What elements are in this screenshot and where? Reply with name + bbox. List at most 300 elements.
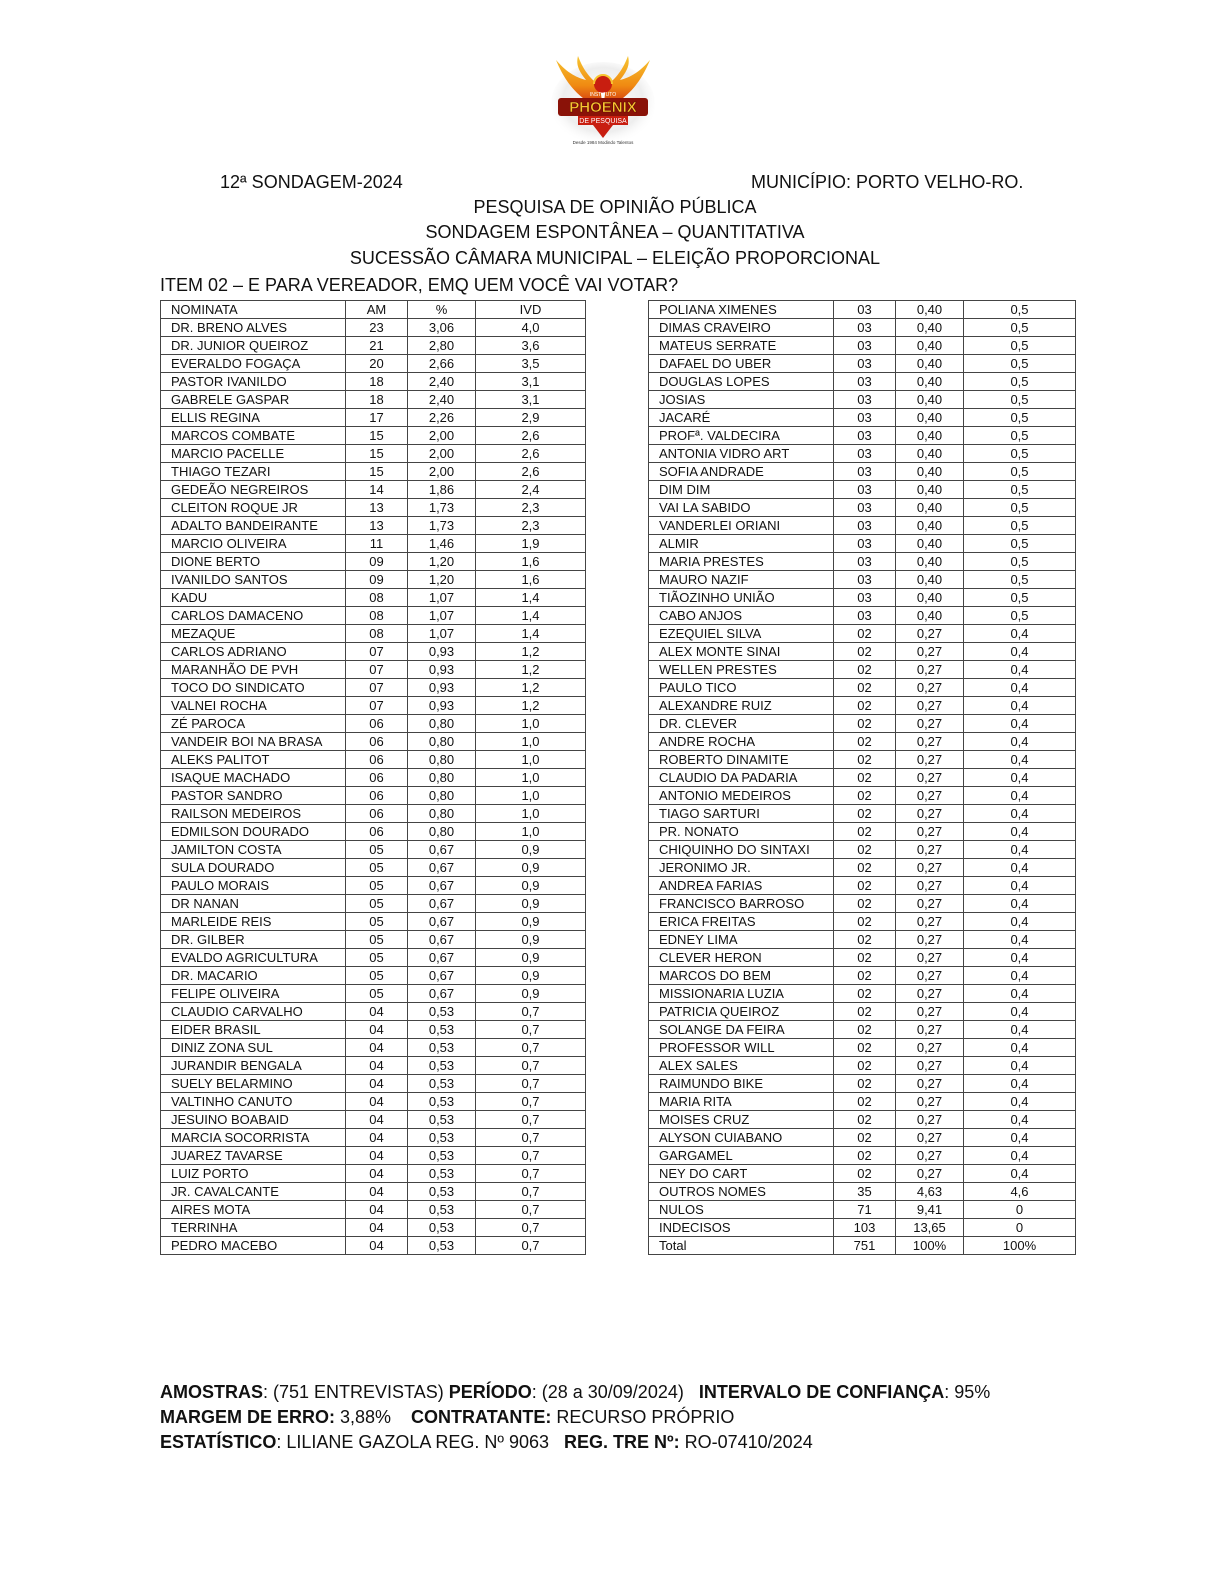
table-row xyxy=(161,607,586,625)
ivd-cell: 0,9 xyxy=(476,985,586,1003)
percent-cell: 2,40 xyxy=(408,391,476,409)
table-row xyxy=(649,1201,1076,1219)
name-cell: PASTOR SANDRO xyxy=(161,787,346,805)
percent-cell: 0,67 xyxy=(408,913,476,931)
question-text: ITEM 02 – E PARA VEREADOR, EMQ UEM VOCÊ VAI VOTAR? xyxy=(160,275,679,295)
table-row xyxy=(649,1237,1076,1255)
name-cell: MARIA RITA xyxy=(649,1093,834,1111)
name-cell: PEDRO MACEBO xyxy=(161,1237,346,1255)
intervalo-label: INTERVALO DE CONFIANÇA xyxy=(698,1382,945,1402)
am-cell: 103 xyxy=(834,1219,896,1237)
table-row xyxy=(161,805,586,823)
percent-cell: 0,40 xyxy=(896,337,964,355)
table-row xyxy=(161,1093,586,1111)
table-row xyxy=(161,499,586,517)
ivd-cell: 0,5 xyxy=(964,391,1076,409)
am-cell: 07 xyxy=(346,679,408,697)
name-cell: TOCO DO SINDICATO xyxy=(161,679,346,697)
percent-cell: 0,40 xyxy=(896,535,964,553)
ivd-cell: 0,4 xyxy=(964,625,1076,643)
name-cell: DIM DIM xyxy=(649,481,834,499)
am-cell: 03 xyxy=(834,553,896,571)
table-row xyxy=(161,427,586,445)
table-row xyxy=(161,1057,586,1075)
ivd-cell: 3,1 xyxy=(476,391,586,409)
ivd-cell: 0,7 xyxy=(476,1057,586,1075)
name-cell: Total xyxy=(649,1237,834,1255)
ivd-cell: 3,1 xyxy=(476,373,586,391)
name-cell: FELIPE OLIVEIRA xyxy=(161,985,346,1003)
ivd-cell: 1,0 xyxy=(476,805,586,823)
am-cell: 02 xyxy=(834,805,896,823)
am-cell: 02 xyxy=(834,661,896,679)
percent-cell: 0,27 xyxy=(896,949,964,967)
ivd-cell: 1,6 xyxy=(476,553,586,571)
table-row xyxy=(649,697,1076,715)
am-cell: 06 xyxy=(346,823,408,841)
table-row xyxy=(649,805,1076,823)
am-cell: 04 xyxy=(346,1237,408,1255)
name-cell: VALTINHO CANUTO xyxy=(161,1093,346,1111)
name-cell: SOFIA ANDRADE xyxy=(649,463,834,481)
ivd-cell: 0,4 xyxy=(964,877,1076,895)
name-cell: ALEKS PALITOT xyxy=(161,751,346,769)
table-row xyxy=(649,355,1076,373)
ivd-cell: 0,9 xyxy=(476,949,586,967)
ivd-cell: 0,4 xyxy=(964,841,1076,859)
amostras-label: AMOSTRAS xyxy=(160,1382,263,1402)
ivd-cell: 0,5 xyxy=(964,409,1076,427)
percent-cell: 0,40 xyxy=(896,571,964,589)
percent-cell: 2,26 xyxy=(408,409,476,427)
table-row xyxy=(649,1093,1076,1111)
name-cell: DR. BRENO ALVES xyxy=(161,319,346,337)
name-cell: ZÉ PAROCA xyxy=(161,715,346,733)
am-cell: 03 xyxy=(834,301,896,319)
percent-cell: 0,27 xyxy=(896,769,964,787)
name-cell: MATEUS SERRATE xyxy=(649,337,834,355)
svg-text:DE PESQUISA: DE PESQUISA xyxy=(579,118,627,125)
name-cell: DR NANAN xyxy=(161,895,346,913)
am-cell: 03 xyxy=(834,319,896,337)
results-table-left xyxy=(160,300,586,1255)
table-row xyxy=(649,733,1076,751)
table-row xyxy=(161,1183,586,1201)
table-row xyxy=(161,553,586,571)
am-cell: 09 xyxy=(346,571,408,589)
percent-cell: 0,67 xyxy=(408,877,476,895)
name-cell: MISSIONARIA LUZIA xyxy=(649,985,834,1003)
ivd-cell: 1,0 xyxy=(476,769,586,787)
name-cell: DOUGLAS LOPES xyxy=(649,373,834,391)
ivd-cell: 4,0 xyxy=(476,319,586,337)
name-cell: JERONIMO JR. xyxy=(649,859,834,877)
name-cell: ANTONIA VIDRO ART xyxy=(649,445,834,463)
percent-cell: 0,27 xyxy=(896,823,964,841)
percent-cell: 0,67 xyxy=(408,949,476,967)
ivd-cell: 0,9 xyxy=(476,931,586,949)
am-cell: 21 xyxy=(346,337,408,355)
ivd-cell: IVD xyxy=(476,301,586,319)
ivd-cell: 0,9 xyxy=(476,859,586,877)
name-cell: AIRES MOTA xyxy=(161,1201,346,1219)
percent-cell: 0,27 xyxy=(896,895,964,913)
margem-label: MARGEM DE ERRO: xyxy=(160,1407,335,1427)
am-cell: 02 xyxy=(834,625,896,643)
ivd-cell: 0,4 xyxy=(964,1021,1076,1039)
ivd-cell: 0,7 xyxy=(476,1147,586,1165)
ivd-cell: 0,5 xyxy=(964,571,1076,589)
table-row xyxy=(649,769,1076,787)
ivd-cell: 0,4 xyxy=(964,1003,1076,1021)
am-cell: 18 xyxy=(346,391,408,409)
ivd-cell: 0,4 xyxy=(964,769,1076,787)
footer-line-3 xyxy=(160,1432,813,1453)
percent-cell: 0,27 xyxy=(896,1075,964,1093)
ivd-cell: 0,4 xyxy=(964,661,1076,679)
table-row xyxy=(649,463,1076,481)
percent-cell: 2,00 xyxy=(408,463,476,481)
percent-cell: 0,80 xyxy=(408,715,476,733)
name-cell: ANDRE ROCHA xyxy=(649,733,834,751)
am-cell: 02 xyxy=(834,769,896,787)
table-row xyxy=(161,787,586,805)
name-cell: ALYSON CUIABANO xyxy=(649,1129,834,1147)
ivd-cell: 0,4 xyxy=(964,1075,1076,1093)
table-row xyxy=(161,589,586,607)
percent-cell: 0,27 xyxy=(896,1021,964,1039)
title-line-3: SUCESSÃO CÂMARA MUNICIPAL – ELEIÇÃO PROPORCIONAL xyxy=(349,248,881,268)
percent-cell: 0,53 xyxy=(408,1165,476,1183)
name-cell: ISAQUE MACHADO xyxy=(161,769,346,787)
name-cell: CABO ANJOS xyxy=(649,607,834,625)
percent-cell: 0,67 xyxy=(408,841,476,859)
svg-text:Desde 1984 Modindo Talentos: Desde 1984 Modindo Talentos xyxy=(572,140,634,145)
name-cell: DR. CLEVER xyxy=(649,715,834,733)
name-cell: CLEITON ROQUE JR xyxy=(161,499,346,517)
am-cell: 02 xyxy=(834,643,896,661)
table-row xyxy=(649,589,1076,607)
percent-cell: 0,53 xyxy=(408,1201,476,1219)
name-cell: CLEVER HERON xyxy=(649,949,834,967)
svg-text:INSTITUTO: INSTITUTO xyxy=(589,92,617,98)
ivd-cell: 2,3 xyxy=(476,517,586,535)
table-row xyxy=(161,679,586,697)
regtre-label: REG. TRE Nº: xyxy=(564,1432,680,1452)
title-line-1: PESQUISA DE OPINIÃO PÚBLICA xyxy=(473,197,757,217)
name-cell: FRANCISCO BARROSO xyxy=(649,895,834,913)
ivd-cell: 0,7 xyxy=(476,1183,586,1201)
ivd-cell: 0,4 xyxy=(964,1147,1076,1165)
name-cell: CLAUDIO CARVALHO xyxy=(161,1003,346,1021)
table-row xyxy=(161,985,586,1003)
table-row xyxy=(649,1129,1076,1147)
name-cell: LUIZ PORTO xyxy=(161,1165,346,1183)
name-cell: CLAUDIO DA PADARIA xyxy=(649,769,834,787)
am-cell: 05 xyxy=(346,895,408,913)
am-cell: 02 xyxy=(834,823,896,841)
percent-cell: 0,53 xyxy=(408,1075,476,1093)
name-cell: PROFESSOR WILL xyxy=(649,1039,834,1057)
ivd-cell: 1,0 xyxy=(476,787,586,805)
am-cell: 07 xyxy=(346,661,408,679)
am-cell: 02 xyxy=(834,967,896,985)
name-cell: ERICA FREITAS xyxy=(649,913,834,931)
name-cell: CARLOS ADRIANO xyxy=(161,643,346,661)
name-cell: MARCIA SOCORRISTA xyxy=(161,1129,346,1147)
am-cell: 35 xyxy=(834,1183,896,1201)
am-cell: 04 xyxy=(346,1183,408,1201)
am-cell: 02 xyxy=(834,733,896,751)
am-cell: 02 xyxy=(834,1075,896,1093)
am-cell: 04 xyxy=(346,1039,408,1057)
table-row xyxy=(649,679,1076,697)
ivd-cell: 1,0 xyxy=(476,715,586,733)
percent-cell: 0,93 xyxy=(408,679,476,697)
name-cell: VANDERLEI ORIANI xyxy=(649,517,834,535)
percent-cell: 0,53 xyxy=(408,1183,476,1201)
am-cell: 02 xyxy=(834,1057,896,1075)
ivd-cell: 0,7 xyxy=(476,1165,586,1183)
percent-cell: 0,67 xyxy=(408,967,476,985)
table-row xyxy=(649,1165,1076,1183)
percent-cell: 1,20 xyxy=(408,553,476,571)
ivd-cell: 0,4 xyxy=(964,733,1076,751)
table-row xyxy=(161,949,586,967)
ivd-cell: 0,5 xyxy=(964,517,1076,535)
ivd-cell: 0,5 xyxy=(964,301,1076,319)
am-cell: 06 xyxy=(346,769,408,787)
percent-cell: 0,27 xyxy=(896,679,964,697)
ivd-cell: 0,7 xyxy=(476,1129,586,1147)
table-row xyxy=(161,859,586,877)
name-cell: POLIANA XIMENES xyxy=(649,301,834,319)
name-cell: ELLIS REGINA xyxy=(161,409,346,427)
am-cell: 04 xyxy=(346,1147,408,1165)
ivd-cell: 0,7 xyxy=(476,1111,586,1129)
am-cell: 03 xyxy=(834,589,896,607)
table-row xyxy=(649,427,1076,445)
ivd-cell: 0,9 xyxy=(476,841,586,859)
am-cell: 06 xyxy=(346,787,408,805)
name-cell: NEY DO CART xyxy=(649,1165,834,1183)
am-cell: 02 xyxy=(834,1093,896,1111)
name-cell: TIÃOZINHO UNIÃO xyxy=(649,589,834,607)
percent-cell: 0,40 xyxy=(896,373,964,391)
footer-line-1 xyxy=(160,1382,990,1403)
am-cell: 06 xyxy=(346,751,408,769)
percent-cell: 0,53 xyxy=(408,1219,476,1237)
table-row xyxy=(161,1201,586,1219)
am-cell: 02 xyxy=(834,931,896,949)
percent-cell: 0,40 xyxy=(896,481,964,499)
am-cell: 20 xyxy=(346,355,408,373)
name-cell: GARGAMEL xyxy=(649,1147,834,1165)
am-cell: 03 xyxy=(834,445,896,463)
percent-cell: 0,53 xyxy=(408,1237,476,1255)
am-cell: 14 xyxy=(346,481,408,499)
am-cell: 09 xyxy=(346,553,408,571)
ivd-cell: 0,9 xyxy=(476,877,586,895)
percent-cell: 0,53 xyxy=(408,1111,476,1129)
percent-cell: 0,40 xyxy=(896,589,964,607)
table-row xyxy=(161,355,586,373)
table-row xyxy=(649,895,1076,913)
table-row xyxy=(649,877,1076,895)
am-cell: 04 xyxy=(346,1003,408,1021)
ivd-cell: 0,4 xyxy=(964,1093,1076,1111)
percent-cell: 1,73 xyxy=(408,517,476,535)
table-row xyxy=(161,517,586,535)
am-cell: 03 xyxy=(834,607,896,625)
table-row xyxy=(649,517,1076,535)
percent-cell: 1,07 xyxy=(408,589,476,607)
table-row xyxy=(649,1111,1076,1129)
table-row xyxy=(161,1237,586,1255)
phoenix-logo xyxy=(548,52,658,148)
percent-cell: 0,53 xyxy=(408,1021,476,1039)
am-cell: 08 xyxy=(346,607,408,625)
name-cell: DAFAEL DO UBER xyxy=(649,355,834,373)
name-cell: GABRELE GASPAR xyxy=(161,391,346,409)
am-cell: 03 xyxy=(834,499,896,517)
table-row xyxy=(161,373,586,391)
percent-cell: 0,27 xyxy=(896,715,964,733)
ivd-cell: 0,4 xyxy=(964,679,1076,697)
am-cell: 02 xyxy=(834,913,896,931)
ivd-cell: 0,4 xyxy=(964,985,1076,1003)
estatistico-label: ESTATÍSTICO xyxy=(160,1432,277,1452)
name-cell: DR. GILBER xyxy=(161,931,346,949)
name-cell: PAULO MORAIS xyxy=(161,877,346,895)
am-cell: 03 xyxy=(834,427,896,445)
table-row xyxy=(649,1147,1076,1165)
percent-cell: 0,27 xyxy=(896,841,964,859)
percent-cell: 0,80 xyxy=(408,769,476,787)
ivd-cell: 2,9 xyxy=(476,409,586,427)
periodo-label: PERÍODO xyxy=(448,1382,532,1402)
survey-number: 12ª SONDAGEM-2024 xyxy=(220,172,403,192)
table-row xyxy=(649,571,1076,589)
ivd-cell: 1,0 xyxy=(476,823,586,841)
ivd-cell: 0,4 xyxy=(964,931,1076,949)
table-row xyxy=(649,409,1076,427)
municipality: MUNICÍPIO: PORTO VELHO-RO. xyxy=(751,172,1024,192)
percent-cell: 0,80 xyxy=(408,787,476,805)
table-row xyxy=(649,1075,1076,1093)
am-cell: 02 xyxy=(834,697,896,715)
am-cell: 02 xyxy=(834,877,896,895)
am-cell: 05 xyxy=(346,913,408,931)
name-cell: VAI LA SABIDO xyxy=(649,499,834,517)
phoenix-emblem-icon xyxy=(548,52,658,148)
ivd-cell: 0,4 xyxy=(964,751,1076,769)
ivd-cell: 0,4 xyxy=(964,697,1076,715)
ivd-cell: 0,5 xyxy=(964,337,1076,355)
name-cell: MAURO NAZIF xyxy=(649,571,834,589)
percent-cell: 0,40 xyxy=(896,445,964,463)
ivd-cell: 0,4 xyxy=(964,967,1076,985)
percent-cell: 0,40 xyxy=(896,517,964,535)
percent-cell: 0,27 xyxy=(896,787,964,805)
name-cell: EVERALDO FOGAÇA xyxy=(161,355,346,373)
ivd-cell: 0,7 xyxy=(476,1021,586,1039)
name-cell: JUAREZ TAVARSE xyxy=(161,1147,346,1165)
ivd-cell: 0,4 xyxy=(964,643,1076,661)
name-cell: ALEXANDRE RUIZ xyxy=(649,697,834,715)
table-row xyxy=(161,877,586,895)
ivd-cell: 0,7 xyxy=(476,1219,586,1237)
ivd-cell: 1,4 xyxy=(476,625,586,643)
ivd-cell: 0,9 xyxy=(476,967,586,985)
ivd-cell: 0,4 xyxy=(964,949,1076,967)
ivd-cell: 0,7 xyxy=(476,1003,586,1021)
ivd-cell: 0,5 xyxy=(964,463,1076,481)
table-row xyxy=(649,1003,1076,1021)
percent-cell: 0,53 xyxy=(408,1093,476,1111)
ivd-cell: 0,5 xyxy=(964,535,1076,553)
name-cell: RAIMUNDO BIKE xyxy=(649,1075,834,1093)
table-row xyxy=(649,1057,1076,1075)
results-table-right xyxy=(648,300,1076,1255)
table-row xyxy=(161,1075,586,1093)
am-cell: 02 xyxy=(834,841,896,859)
percent-cell: 0,53 xyxy=(408,1003,476,1021)
name-cell: JESUINO BOABAID xyxy=(161,1111,346,1129)
table-row xyxy=(161,571,586,589)
table-row xyxy=(161,1003,586,1021)
table-row xyxy=(649,913,1076,931)
name-cell: ADALTO BANDEIRANTE xyxy=(161,517,346,535)
am-cell: 03 xyxy=(834,481,896,499)
am-cell: 03 xyxy=(834,517,896,535)
name-cell: EVALDO AGRICULTURA xyxy=(161,949,346,967)
percent-cell: 0,67 xyxy=(408,931,476,949)
ivd-cell: 0,4 xyxy=(964,805,1076,823)
table-row xyxy=(649,535,1076,553)
ivd-cell: 2,4 xyxy=(476,481,586,499)
am-cell: 02 xyxy=(834,715,896,733)
am-cell: 02 xyxy=(834,679,896,697)
ivd-cell: 0,4 xyxy=(964,1111,1076,1129)
contratante-value: RECURSO PRÓPRIO xyxy=(551,1407,735,1427)
percent-cell: 2,00 xyxy=(408,427,476,445)
percent-cell: 0,93 xyxy=(408,697,476,715)
am-cell: 02 xyxy=(834,895,896,913)
table-row xyxy=(161,535,586,553)
percent-cell: 0,40 xyxy=(896,607,964,625)
table-row xyxy=(649,859,1076,877)
percent-cell: 0,27 xyxy=(896,643,964,661)
am-cell: 02 xyxy=(834,1165,896,1183)
percent-cell: 0,27 xyxy=(896,913,964,931)
percent-cell: 100% xyxy=(896,1237,964,1255)
am-cell: 02 xyxy=(834,1039,896,1057)
name-cell: TERRINHA xyxy=(161,1219,346,1237)
ivd-cell: 2,6 xyxy=(476,427,586,445)
am-cell: 02 xyxy=(834,1147,896,1165)
name-cell: MARCOS DO BEM xyxy=(649,967,834,985)
percent-cell: 0,40 xyxy=(896,499,964,517)
ivd-cell: 0,5 xyxy=(964,589,1076,607)
percent-cell: 0,53 xyxy=(408,1039,476,1057)
am-cell: 18 xyxy=(346,373,408,391)
name-cell: VALNEI ROCHA xyxy=(161,697,346,715)
ivd-cell: 0,4 xyxy=(964,715,1076,733)
percent-cell: 1,46 xyxy=(408,535,476,553)
am-cell: 02 xyxy=(834,751,896,769)
percent-cell: 0,80 xyxy=(408,805,476,823)
